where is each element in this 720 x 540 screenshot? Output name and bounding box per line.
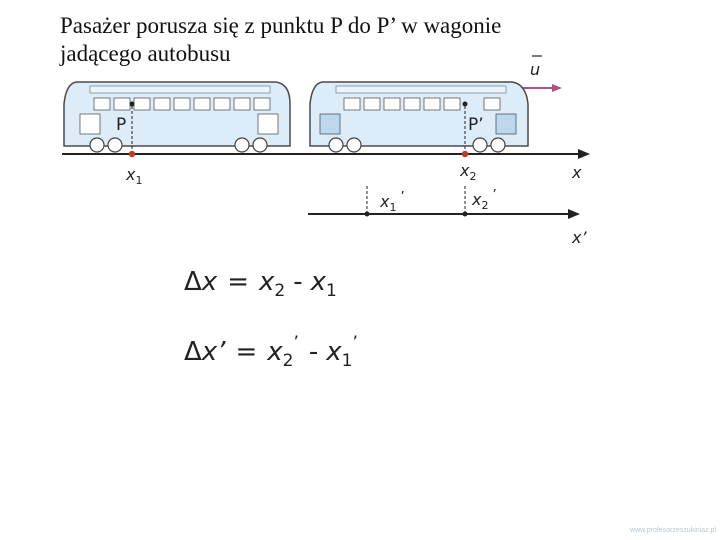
x1-marker (129, 151, 135, 157)
equation-1: $\Delta x = x_2 - x_1$ (184, 267, 337, 301)
x-prime-axis (308, 186, 587, 247)
bus-right (310, 82, 528, 152)
x-axis (62, 149, 590, 187)
x-prime-axis-label: x’ (572, 228, 587, 247)
title-line-1: Pasażer porusza się z punktu P do P’ w wagonie (60, 13, 502, 38)
bus-right-door-front (320, 114, 340, 134)
x-axis-arrowhead (578, 149, 590, 159)
point-P-prime-marker (463, 102, 468, 107)
point-P-marker (130, 102, 135, 107)
x2-prime-label: $x_2^’$ (472, 188, 497, 212)
bus-right-roof (336, 86, 506, 93)
x2-label: $x_2$ (460, 161, 477, 183)
point-P-label: P (116, 115, 127, 135)
point-P-prime-label: P’ (468, 115, 484, 135)
watermark: www.profesorzeszukiniaz.pl (630, 527, 716, 534)
x2-marker (462, 151, 468, 157)
x1-prime-label: $x_1^’$ (380, 190, 405, 214)
x1-prime-marker (365, 212, 370, 217)
velocity-u (520, 56, 562, 92)
velocity-arrowhead (552, 84, 562, 92)
velocity-label: u (530, 60, 541, 79)
bus-left-door-rear (258, 114, 278, 134)
title-line-2: jadącego autobusu (60, 41, 231, 66)
equation-2: Δx’ = $x_2^’ - x_1^’$ (184, 333, 358, 371)
bus-left-windows (94, 98, 270, 110)
x-prime-axis-arrowhead (568, 209, 580, 219)
bus-left-roof (90, 86, 270, 93)
x1-label: $x_1$ (126, 165, 143, 187)
x-axis-label: x (572, 163, 582, 182)
bus-left (64, 82, 290, 152)
bus-right-door-rear (496, 114, 516, 134)
x2-prime-marker (463, 212, 468, 217)
bus-left-door-front (80, 114, 100, 134)
